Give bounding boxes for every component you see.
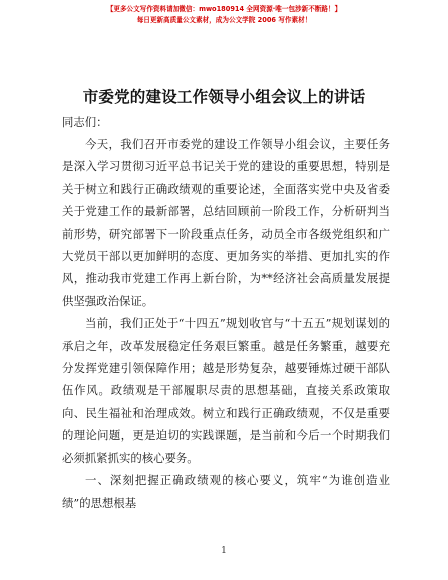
salutation: 同志们： — [62, 115, 108, 129]
document-body — [62, 133, 390, 514]
section-heading-1: 一、深刻把握正确政绩观的核心要义，筑牢“为谁创造业绩”的思想根基 — [62, 473, 390, 510]
paragraph-2: 当前，我们正处于“十四五”规划收官与“十五五”规划谋划的承启之年，改革发展稳定任务艰巨繁重。越是任务繁重，越要充分发挥党建引领保障作用；越是形势复杂，越要锤炼过硬干部队伍作风。政绩观是干部履职尽责的思想基础，直接关系政策取向、民生福祉和治理成效。树立和践行正确政绩观，不仅是重要的理论问题，更是迫切的实践课题，是当前和今后一个时期我们必须抓紧抓实的核心要务。 — [62, 316, 390, 465]
promo-line-1: 【更多公文写作资料请加微信：mwo180914 全网资源·唯一包涉新不断路！】 — [106, 5, 342, 13]
page-number: 1 — [221, 546, 227, 556]
paragraph-1: 今天，我们召开市委党的建设工作领导小组会议，主要任务是深入学习贯彻习近平总书记关于党的建设的重要思想，特别是关于树立和践行正确政绩观的重要论述，全面落实党中央及省委关于党建工作的最新部署，总结回顾前一阶段工作，分析研判当前形势，研究部署下一阶段重点任务，动员全市各级党组织和广大党员干部以更加鲜明的态度、更加务实的举措、更加扎实的作风，推动我市党建工作再上新台阶，为**经济社会高质量发展提供坚强政治保证。 — [62, 137, 390, 308]
document-title: 市委党的建设工作领导小组会议上的讲话 — [82, 88, 366, 106]
promo-line-2: 每日更新高质量公文素材，成为公文学院 2006 写作素材！ — [136, 16, 312, 24]
promo-banner — [0, 4, 448, 26]
